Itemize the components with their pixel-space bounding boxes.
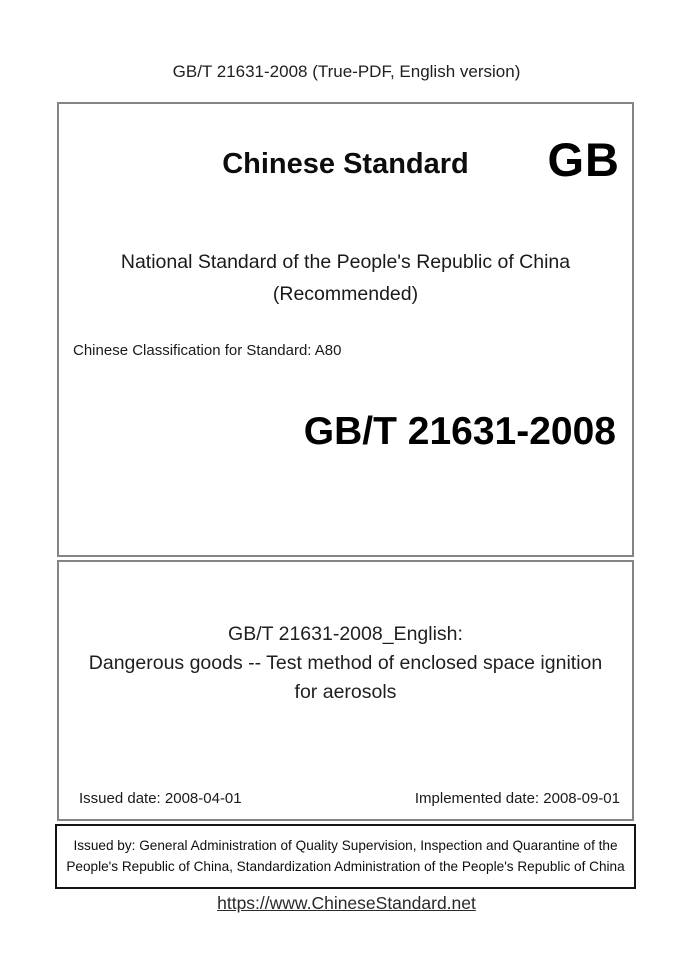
english-label: GB/T 21631-2008_English:	[228, 623, 463, 645]
recommended-line: (Recommended)	[272, 283, 419, 305]
issuer-text: Issued by: General Administration of Quality Supervision, Inspection and Quarantine of the People's Republic of China, Standardization Administration of the People's Republic of China	[66, 838, 625, 874]
brand-title: Chinese Standard	[222, 148, 469, 180]
classification-line: Chinese Classification for Standard: A80	[73, 342, 342, 359]
title-box	[57, 560, 634, 821]
site-link[interactable]: https://www.ChineseStandard.net	[217, 893, 476, 913]
english-title-block	[59, 620, 632, 707]
implemented-date: Implemented date: 2008-09-01	[414, 790, 620, 807]
dates-row	[59, 790, 632, 807]
national-standard-block	[59, 246, 632, 310]
national-standard-line: National Standard of the People's Republic of China	[120, 251, 571, 273]
page-header: GB/T 21631-2008 (True-PDF, English version)	[172, 62, 521, 81]
standard-title-line2: for aerosols	[294, 681, 397, 703]
cover-box	[57, 102, 634, 557]
standard-title-line1: Dangerous goods -- Test method of enclosed space ignition	[88, 652, 603, 674]
issuer-box	[55, 824, 636, 889]
issued-date: Issued date: 2008-04-01	[79, 790, 242, 807]
footer-link-wrap	[0, 893, 693, 914]
standard-code: GB/T 21631-2008	[303, 410, 616, 453]
gb-logo: GB	[547, 133, 620, 186]
